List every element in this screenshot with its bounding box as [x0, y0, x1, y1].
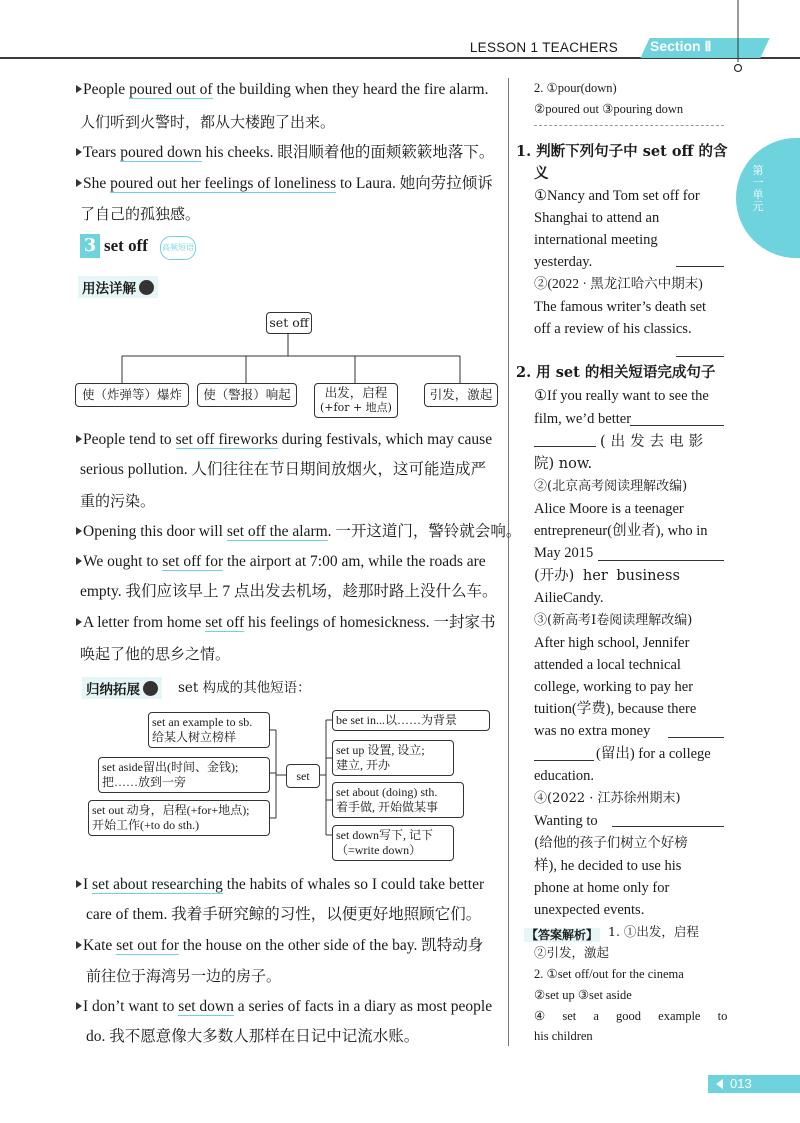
prev-answer: ②poured out ③pouring down: [534, 102, 684, 116]
example-line: serious pollution. 人们往往在节日期间放烟火，这可能造成严: [80, 461, 487, 478]
example-line: A letter from home set off his feelings of homesickness. 一封家书: [76, 613, 496, 633]
question-1-title: 1. 判断下列句子中 set off 的含: [516, 143, 728, 160]
example-line: Opening this door will set off the alarm. 一开这道门，警铃就会响。: [76, 522, 521, 542]
answer-line: ②set up ③set aside: [534, 988, 632, 1002]
q2-line: film, we’d better: [534, 411, 632, 427]
q2-line: (出发去电影: [600, 434, 709, 450]
q2-line: (给他的孩子们树立个好榜: [534, 835, 688, 851]
q2-line: After high school, Jennifer: [534, 635, 690, 651]
answer-line: his children: [534, 1029, 593, 1043]
example-line: care of them. 我着手研究鲸的习性，以便更好地照顾它们。: [86, 906, 482, 923]
answer-line: ④ set a good example to: [534, 1009, 728, 1023]
q1-line: international meeting: [534, 232, 658, 248]
page-number: 013: [730, 1076, 752, 1091]
example-line: Tears poured down his cheeks. 眼泪顺着他的面颊簌簌地落下。: [76, 143, 494, 163]
example-line: People tend to set off fireworks during festivals, which may cause: [76, 430, 492, 450]
example-line: I don’t want to set down a series of facts in a diary as most people: [76, 997, 492, 1017]
example-line: She poured out her feelings of loneliness to Laura. 她向劳拉倾诉: [76, 174, 493, 194]
answer-blank[interactable]: [668, 737, 724, 738]
usage-label: 用法详解: [78, 276, 158, 298]
q2-line: college, working to pay her: [534, 679, 694, 695]
item-title: set off: [104, 236, 148, 255]
answer-line: 1. ①出发，启程: [608, 924, 699, 939]
q2-line: entrepreneur(创业者), who in: [534, 523, 708, 539]
q2-line: May 2015: [534, 545, 594, 561]
mindmap-node: be set in...以……为背景: [332, 710, 490, 731]
q2-line: ①If you really want to see the: [534, 388, 709, 404]
q2-line: Wanting to: [534, 813, 598, 829]
example-line: People poured out of the building when they heard the fire alarm.: [76, 80, 488, 100]
arrow-left-icon: [716, 1079, 723, 1089]
answer-blank[interactable]: [612, 826, 724, 827]
answer-blank[interactable]: [534, 446, 596, 447]
summary-label: 归纳拓展: [82, 677, 162, 699]
prev-answer: 2. ①pour(down): [534, 81, 617, 95]
q2-line: AilieCandy.: [534, 590, 604, 606]
q2-line: 院) now.: [534, 456, 593, 472]
q1-line: ①Nancy and Tom set off for: [534, 188, 700, 204]
mindmap-node: set aside留出(时间、金钱); 把……放到一旁: [98, 757, 270, 793]
example-line: empty. 我们应该早上 7 点出发去机场，趁那时路上没什么车。: [80, 583, 498, 600]
separator: [534, 125, 724, 126]
tree-leaf: 引发，激起: [424, 383, 498, 407]
q2-line: education.: [534, 768, 594, 784]
q2-line: (留出) for a college: [596, 746, 711, 762]
q1-line: The famous writer’s death set: [534, 299, 707, 315]
unit-side-label: 第一单元: [752, 165, 764, 213]
q2-line: attended a local technical: [534, 657, 681, 673]
question-2-title: 2. 用 set 的相关短语完成句子: [516, 364, 716, 381]
q1-line: ②(2022 · 黑龙江哈六中期末): [534, 276, 703, 291]
answer-line: 2. ①set off/out for the cinema: [534, 967, 684, 981]
q2-line: (开办) her business: [534, 568, 680, 584]
answer-blank[interactable]: [676, 266, 724, 267]
q2-line: ④(2022 · 江苏徐州期末): [534, 791, 681, 806]
item-number: 3: [80, 234, 100, 258]
example-translation: 人们听到火警时，都从大楼跑了出来。: [80, 113, 336, 131]
q1-line: yesterday.: [534, 254, 593, 270]
tree-leaf: 使（警报）响起: [197, 383, 297, 407]
mindmap-node: set up 设置, 设立; 建立, 开办: [332, 740, 454, 776]
example-line: I set about researching the habits of whales so I could take better: [76, 875, 484, 895]
frequency-badge: 高频短语: [160, 236, 196, 260]
answer-blank[interactable]: [676, 356, 724, 357]
answer-blank[interactable]: [598, 560, 724, 561]
mindmap-node: set out 动身，启程(+for+地点); 开始工作(+to do sth.): [88, 800, 270, 836]
q2-line: tuition(学费), because there: [534, 701, 697, 717]
q2-line: phone at home only for: [534, 880, 670, 896]
mindmap-center: set: [286, 764, 320, 788]
mindmap-node: set down写下, 记下 （=write down）: [332, 825, 454, 861]
answer-line: ②引发，激起: [534, 945, 610, 960]
tree-leaf: 出发，启程 (+for + 地点): [314, 383, 398, 418]
example-line: We ought to set off for the airport at 7:00 am, while the roads are: [76, 552, 486, 572]
example-translation: 了自己的孤独感。: [80, 205, 201, 223]
mindmap-node: set about (doing) sth. 着手做, 开始做某事: [332, 782, 464, 818]
summary-text: set 构成的其他短语：: [178, 680, 311, 696]
tree-root: set off: [266, 312, 312, 334]
example-line: 唤起了他的思乡之情。: [80, 645, 231, 663]
mindmap-node: set an example to sb. 给某人树立榜样: [148, 712, 270, 748]
q2-line: ③(新高考Ⅰ卷阅读理解改编): [534, 613, 693, 628]
example-line: 重的污染。: [80, 492, 156, 510]
section-label: Section Ⅱ: [650, 38, 712, 54]
q2-line: Alice Moore is a teenager: [534, 501, 684, 517]
lesson-title: LESSON 1 TEACHERS: [469, 40, 618, 55]
q1-line: off a review of his classics.: [534, 321, 692, 337]
example-line: Kate set out for the house on the other side of the bay. 凯特动身: [76, 936, 483, 956]
example-line: do. 我不愿意像大多数人那样在日记中记流水账。: [86, 1028, 420, 1045]
q2-line: was no extra money: [534, 723, 651, 739]
q2-line: ②(北京高考阅读理解改编): [534, 479, 688, 494]
answer-header: 【答案解析】: [526, 928, 599, 942]
answer-blank[interactable]: [534, 760, 594, 761]
tree-leaf: 使（炸弹等）爆炸: [75, 383, 189, 407]
answer-blank[interactable]: [630, 425, 724, 426]
q1-line: Shanghai to attend an: [534, 210, 660, 226]
example-line: 前往位于海湾另一边的房子。: [86, 967, 282, 985]
question-1-title-cont: 义: [534, 165, 549, 182]
q2-line: unexpected events.: [534, 902, 645, 918]
q2-line: 样), he decided to use his: [534, 858, 682, 874]
